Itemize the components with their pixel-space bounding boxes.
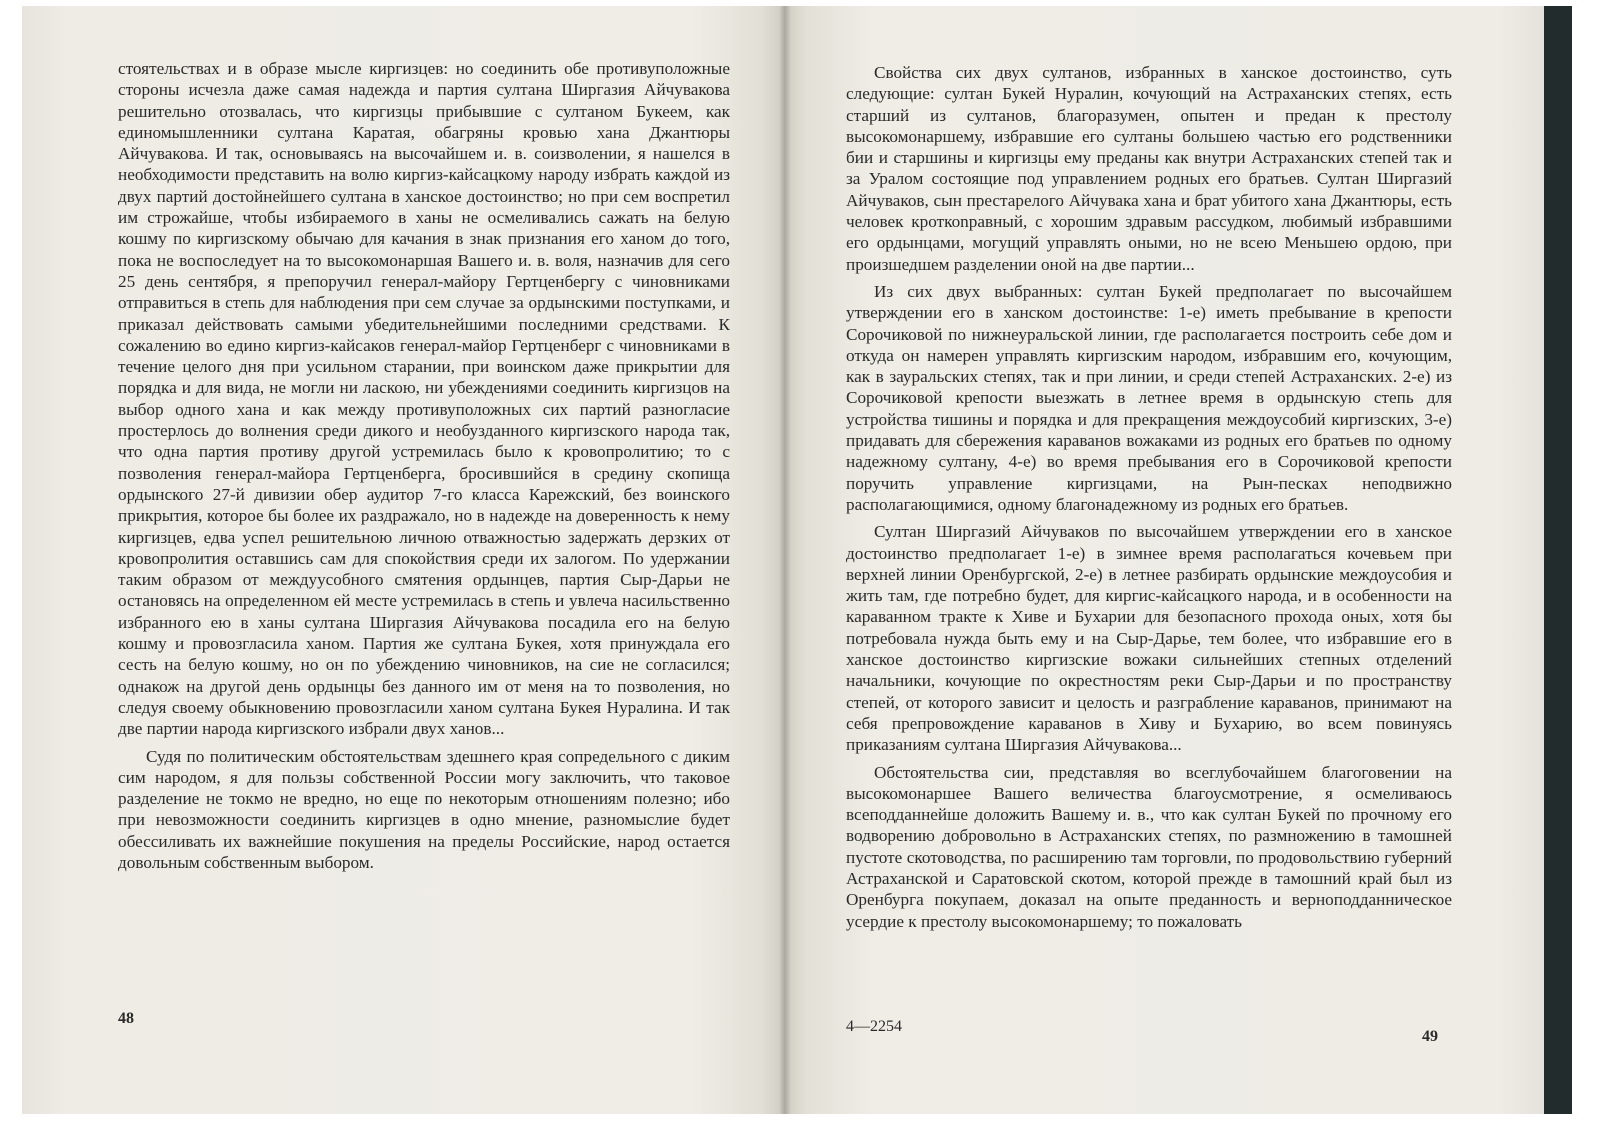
signature-mark: 4—2254 bbox=[846, 1018, 902, 1035]
book-cover-edge bbox=[1544, 6, 1572, 1114]
paragraph: Судя по политическим обстоятельствам здешнего края сопредельного с диким сим народом, я для пользы собственной России могу заключить, что таковое разделение не токмо не вредно, но еще по некоторым отношениям полезно; ибо при невозможности соединить киргизцев в одно мнение, разномыслие будет обессиливать их важнейшие покушения на пределы Российские, народ остается довольным собственным выбором. bbox=[118, 746, 730, 872]
paragraph: Обстоятельства сии, представляя во всеглубочайшем благоговении на высокомонаршее Вашего величества благоусмотрение, я осмеливаюсь всеподданнейше доложить Вашему и. в., что как султан Букей по прочному его водворению добровольно в Астраханских степях, по размножению в тамошней пустоте скотоводства, по расширению там торговли, по продовольствию губерний Астраханской и Саратовской скотом, которой прежде в тамошний край был из Оренбурга покупаем, доказал на опыте преданность и верноподданническое усердие к престолу высокомонаршему; то пожаловать bbox=[846, 762, 1452, 931]
right-page-number: 49 bbox=[1422, 1028, 1438, 1045]
paragraph: Султан Ширгазий Айчуваков по высочайшем утверждении его в ханское достоинство предполагает 1-е) в зимнее время располагаться кочевьем при верхней линии Оренбургской, 2-е) в летнее разбирать ордынские междоусобия и жить там, где потребно будет, для киргис-кайсацкого народа, и в особенности на караванном тракте к Хиве и Бухарии для безопасного прохода оных, хотя бы потребовала нужда быть ему и на Сыр-Дарье, тем более, что избравшие его в ханское достоинство киргизские вожаки сильнейших степных отделений начальники, кочующие по окрестностям реки Сыр-Дарьи и по пространству степей, от которого зависит и целость и разграбление караванов, принимают на себя препровождение караванов в Хиву и Бухарию, во всем повинуясь приказаниям султана Ширгазия Айчувакова... bbox=[846, 522, 1452, 755]
paragraph: Из сих двух выбранных: султан Букей предполагает по высочайшем утверждении его в ханском достоинстве: 1-е) иметь пребывание в крепости Сорочиковой по нижнеуральской линии, где располагается построить себе дом и откуда он намерен управлять киргизским народом, избравшим его, кочующим, как в зауральских степях, так и при линии, и среди степей Астраханских. 2-е) из Сорочиковой крепости выезжать в летнее время в ордынскую степь для устройства тишины и порядка и для прекращения междоусобий киргизских, 3-е) придавать для сбережения караванов вожаками из родных его братьев по одному надежному султану, 4-е) во время пребывания его в Сорочиковой крепости поручить управление киргизцами, на Рын-песках неподвижно располагающимися, одному благонадежному из родных его братьев. bbox=[846, 281, 1452, 514]
paragraph: стоятельствах и в образе мысле киргизцев: но соединить обе противуположные стороны исчезла даже самая надежда и партия султана Ширгазия Айчувакова решительно отозвалась, что киргизцы прибывшие с султаном Букеем, как единомышленники султана Каратая, обагряны кровью хана Джантюры Айчувакова. И так, основываясь на высочайшем и. в. соизволении, я нашелся в необходимости представить на волю киргиз-кайсацкому народу избрать каждой из двух партий достойнейшего султана в ханское достоинство; но при сем воспретил им строжайше, чтобы избираемого в ханы не осмеливались сажать на белую кошму по киргизскому обычаю для качания в знак признания его ханом до того, пока не воспоследует на то высокомонаршая Вашего и. в. воля, назначив для сего 25 день сентября, я препоручил генерал-майору Гертценбергу с чиновниками отправиться в степь для наблюдения при сем случае за ордынскими поступками, и приказал действовать самыми убедительнейшими последними средствами. К сожалению во едино киргиз-кайсаков генерал-майор Гертценберг с чиновниками в течение целого дня при усильном старании, при воинском даже прикрытии для порядка и для вида, не могли ни ласкою, ни убеждениями соединить киргизцов на выбор одного хана и как между противуположных сих партий разногласие простерлось до волнения среди дикого и необузданного киргизского народа так, что одна партия противу другой устремилась было к кровопролитию; то с позволения генерал-майора Гертценберга, бросившийся в средину скопища ордынского 27-й дивизии обер аудитор 7-го класса Карежский, без воинского прикрытия, которое бы более их раздражало, но в надежде на доверенность к нему киргизцев, едва успел решительною личною отважностью задержать дерзких от кровопролития оставшись сам для спокойствия среди их залогом. По удержании таким образом от междуусобного смятения ордынцев, партия Сыр-Дарьи не остановясь на определенном ей месте устремилась в степь и увлеча насильственно избранного ею в ханы султана Ширгазия Айчувакова посадила его на белую кошму и провозгласила ханом. Партия же султана Букея, хотя принуждала его сесть на белую кошму, но он по убеждению чиновников, на сие не согласился; однакож на другой день ордынцы без данного им от меня на то позволения, но следуя своему обыкновению провозгласили ханом султана Букея Нуралина. И так две партии народа киргизского избрали двух ханов... bbox=[118, 59, 730, 739]
left-page-text bbox=[118, 58, 730, 873]
book-spread bbox=[22, 6, 1572, 1114]
left-page-number: 48 bbox=[118, 1010, 134, 1027]
right-page bbox=[784, 6, 1544, 1114]
book-gutter bbox=[779, 6, 791, 1114]
paragraph: Свойства сих двух султанов, избранных в ханское достоинство, суть следующие: султан Букей Нуралин, кочующий на Астраханских степях, есть старший из султанов, благоразумен, опытен и предан к престолу высокомонаршему, избравшие его султаны большею частью его родственники бии и старшины и киргизцы ему преданы как внутри Астраханских степей так и за Уралом состоящие под управлением родных его братьев. Султан Ширгазий Айчуваков, сын престарелого Айчувака хана и брат убитого хана Джантюры, есть человек кроткоnравный, с хорошим здравым рассудком, любимый избравшими его ордынцами, могущий управлять оными, но не всею Меньшею ордою, при произшедшем разделении оной на две партии... bbox=[846, 63, 1452, 274]
left-page bbox=[22, 6, 784, 1114]
right-page-text bbox=[846, 62, 1452, 932]
